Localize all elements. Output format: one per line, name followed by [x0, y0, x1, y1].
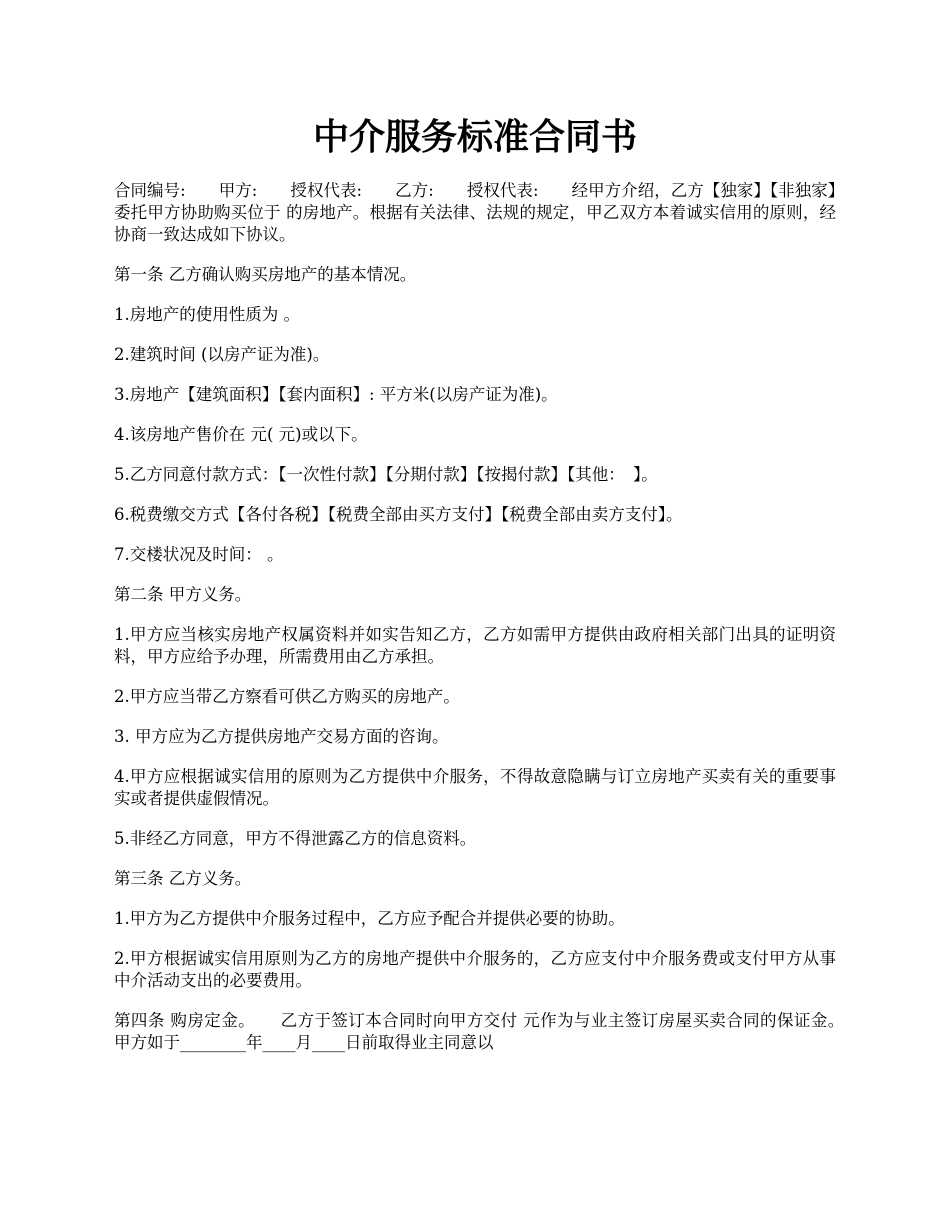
contract-intro-paragraph: 合同编号: 甲方: 授权代表: 乙方: 授权代表: 经甲方介绍，乙方【独家】【非独家】委托甲方协助购买位于 的房地产。根据有关法律、法规的规定，甲乙双方本着诚实信用的原则，经协商一致达成如下协议。 [114, 181, 836, 244]
article-2-item-4: 4.甲方应根据诚实信用的原则为乙方提供中介服务，不得故意隐瞒与订立房地产买卖有关的重要事实或者提供虚假情况。 [114, 767, 836, 808]
article-3-heading: 第三条 乙方义务。 [114, 869, 252, 888]
article-1-item-6: 6.税费缴交方式【各付各税】【税费全部由买方支付】【税费全部由卖方支付】。 [114, 505, 683, 524]
article-1-item-3: 3.房地产【建筑面积】【套内面积】: 平方米(以房产证为准)。 [114, 385, 558, 404]
article-1-item-7: 7.交楼状况及时间： 。 [114, 545, 284, 564]
article-1-item-2: 2.建筑时间 (以房产证为准)。 [114, 345, 330, 364]
article-3-item-1: 1.甲方为乙方提供中介服务过程中，乙方应予配合并提供必要的协助。 [114, 909, 625, 928]
article-1-item-1: 1.房地产的使用性质为 。 [114, 305, 300, 324]
document-body [114, 180, 869, 1072]
document-title: 中介服务标准合同书 [312, 116, 637, 158]
article-2-heading: 第二条 甲方义务。 [114, 585, 252, 604]
article-1-item-4: 4.该房地产售价在 元( 元)或以下。 [114, 425, 368, 444]
article-2-item-3: 3. 甲方应为乙方提供房地产交易方面的咨询。 [114, 727, 449, 746]
article-3-item-2: 2.甲方根据诚实信用原则为乙方的房地产提供中介服务的，乙方应支付中介服务费或支付甲方从事中介活动支出的必要费用。 [114, 949, 836, 990]
article-2-item-2: 2.甲方应当带乙方察看可供乙方购买的房地产。 [114, 687, 460, 706]
article-1-heading: 第一条 乙方确认购买房地产的基本情况。 [114, 265, 417, 284]
article-2-item-5: 5.非经乙方同意，甲方不得泄露乙方的信息资料。 [114, 829, 477, 848]
article-1-item-5: 5.乙方同意付款方式：【一次性付款】【分期付款】【按揭付款】【其他： 】。 [114, 465, 658, 484]
article-4-paragraph: 第四条 购房定金。 乙方于签订本合同时向甲方交付 元作为与业主签订房屋买卖合同的保证金。 甲方如于________年____月____日前取得业主同意以 [114, 1011, 869, 1052]
article-2-item-1: 1.甲方应当核实房地产权属资料并如实告知乙方，乙方如需甲方提供由政府相关部门出具的证明资料，甲方应给予办理，所需费用由乙方承担。 [114, 625, 836, 666]
